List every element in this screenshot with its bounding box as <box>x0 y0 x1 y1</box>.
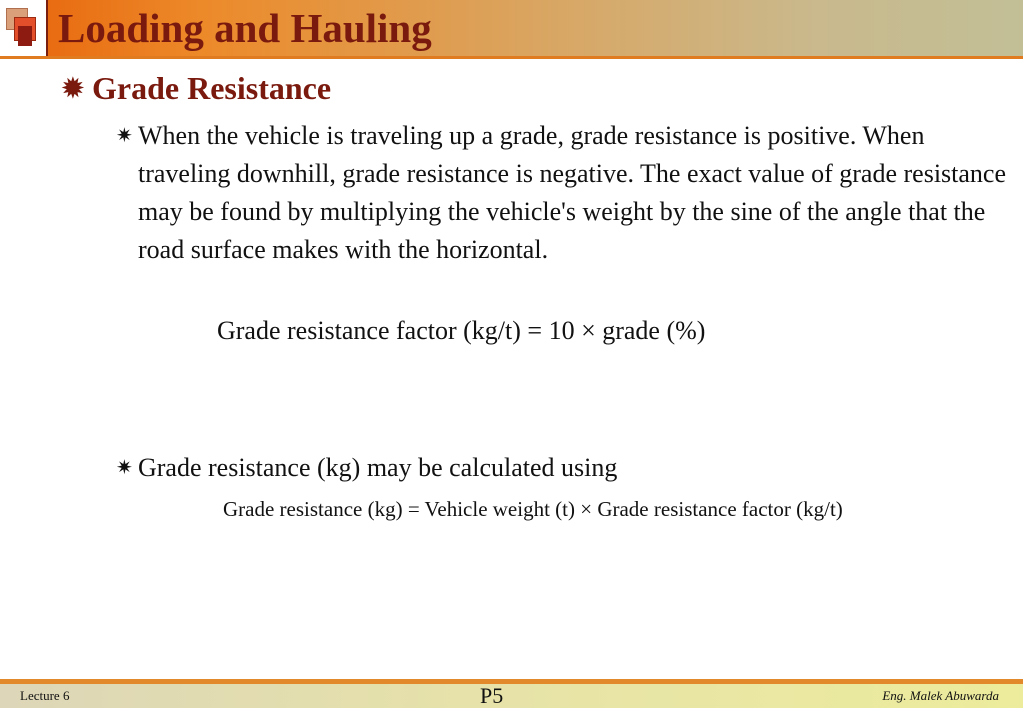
star-bullet-icon: ✷ <box>116 125 133 147</box>
page-number: P5 <box>480 683 504 708</box>
sun-bullet-icon: ✹ <box>62 74 84 103</box>
section-heading-row <box>62 70 331 107</box>
paragraph-grade-resistance-sign <box>116 117 1018 269</box>
footer-bar <box>0 684 1023 708</box>
paragraph-2-text: Grade resistance (kg) may be calculated using <box>138 453 618 482</box>
title-divider <box>0 56 1023 59</box>
footer-lecture-label: Lecture 6 <box>20 688 70 703</box>
formula-grade-resistance: Grade resistance (kg) = Vehicle weight (t) × Grade resistance factor (kg/t) <box>223 497 843 521</box>
paragraph-1-text: When the vehicle is traveling up a grade, grade resistance is positive. When traveling downhill, grade resistance is negative. The exact value of grade resistance may be found by multiplying the vehicle's weight by the sine of the angle that the road surface makes with the horizontal. <box>138 121 1007 264</box>
star-bullet-icon: ✷ <box>116 457 133 479</box>
paragraph-calculation <box>116 449 998 487</box>
logo-square-dark <box>18 26 32 46</box>
footer-author: Eng. Malek Abuwarda <box>882 688 999 703</box>
slide-title: Loading and Hauling <box>58 5 432 51</box>
slide-logo-icon <box>0 0 48 56</box>
logo-divider <box>46 0 48 56</box>
formula-grade-resistance-factor: Grade resistance factor (kg/t) = 10 × grade (%) <box>217 316 706 345</box>
section-heading: Grade Resistance <box>92 70 332 106</box>
